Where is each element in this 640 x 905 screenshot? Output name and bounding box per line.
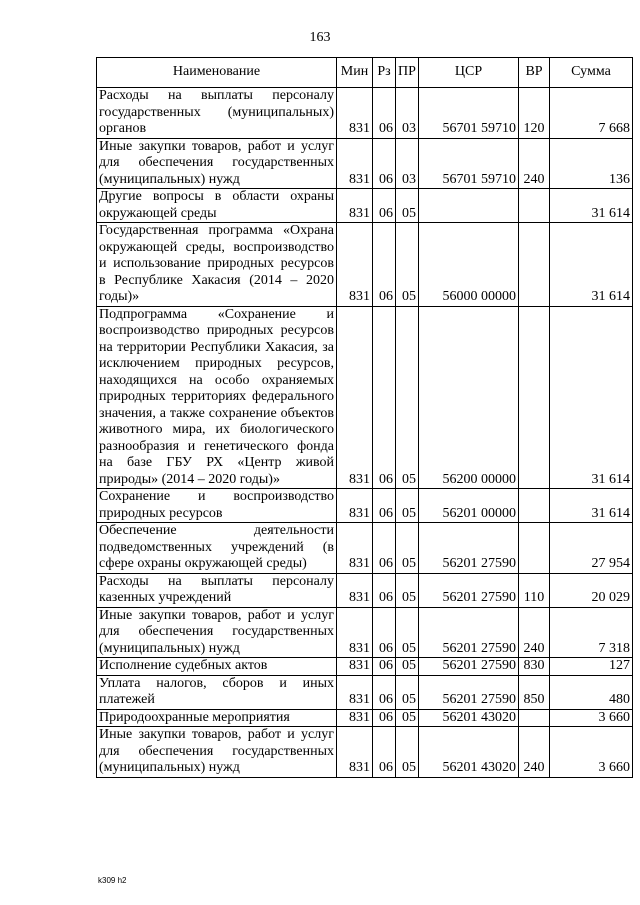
cell-name: Исполнение судебных актов xyxy=(97,658,337,676)
cell-sum: 7 318 xyxy=(550,607,633,658)
cell-rz: 06 xyxy=(373,88,396,139)
table-row xyxy=(97,675,633,709)
cell-sum: 31 614 xyxy=(550,189,633,223)
table-row xyxy=(97,223,633,307)
table-row xyxy=(97,607,633,658)
table-row xyxy=(97,658,633,676)
cell-sum: 3 660 xyxy=(550,709,633,727)
cell-name: Иные закупки товаров, работ и услуг для обеспечения государственных (муниципальных) нужд xyxy=(97,607,337,658)
cell-pr: 05 xyxy=(396,523,419,574)
cell-csr: 56201 27590 xyxy=(419,523,519,574)
cell-pr: 05 xyxy=(396,658,419,676)
cell-pr: 03 xyxy=(396,88,419,139)
cell-name: Подпрограмма «Сохранение и воспроизводство природных ресурсов на территории Республики Хакасия, за исключением природных ресурсов, находящихся на особо охраняемых природных территориях федерального значения, а также сохранение объектов животного мира, их биологического разнообразия и генетического фонда на базе ГБУ РХ «Центр живой природы» (2014 – 2020 годы)» xyxy=(97,306,337,489)
cell-csr: 56201 43020 xyxy=(419,709,519,727)
cell-name: Сохранение и воспроизводство природных ресурсов xyxy=(97,489,337,523)
cell-rz: 06 xyxy=(373,573,396,607)
cell-sum: 31 614 xyxy=(550,306,633,489)
cell-rz: 06 xyxy=(373,138,396,189)
cell-name: Обеспечение деятельности подведомственных учреждений (в сфере охраны окружающей среды) xyxy=(97,523,337,574)
table-row xyxy=(97,88,633,139)
footer-code: k309 h2 xyxy=(98,876,127,885)
cell-min: 831 xyxy=(337,573,373,607)
cell-rz: 06 xyxy=(373,223,396,307)
cell-vr: 830 xyxy=(519,658,550,676)
cell-csr: 56201 00000 xyxy=(419,489,519,523)
cell-min: 831 xyxy=(337,727,373,778)
cell-vr xyxy=(519,189,550,223)
cell-pr: 03 xyxy=(396,138,419,189)
cell-vr: 110 xyxy=(519,573,550,607)
page-number: 163 xyxy=(309,30,331,45)
table-row xyxy=(97,489,633,523)
cell-name: Иные закупки товаров, работ и услуг для обеспечения государственных (муниципальных) нужд xyxy=(97,138,337,189)
cell-sum: 31 614 xyxy=(550,489,633,523)
cell-csr: 56201 27590 xyxy=(419,675,519,709)
col-header-min: Мин xyxy=(337,58,373,88)
col-header-rz: Рз xyxy=(373,58,396,88)
cell-min: 831 xyxy=(337,675,373,709)
cell-vr xyxy=(519,523,550,574)
cell-pr: 05 xyxy=(396,573,419,607)
cell-min: 831 xyxy=(337,607,373,658)
cell-sum: 27 954 xyxy=(550,523,633,574)
cell-csr: 56000 00000 xyxy=(419,223,519,307)
table-row xyxy=(97,573,633,607)
cell-min: 831 xyxy=(337,189,373,223)
cell-min: 831 xyxy=(337,709,373,727)
table-row xyxy=(97,189,633,223)
col-header-csr: ЦСР xyxy=(419,58,519,88)
cell-csr: 56201 27590 xyxy=(419,658,519,676)
col-header-pr: ПР xyxy=(396,58,419,88)
col-header-name: Наименование xyxy=(97,58,337,88)
table-row xyxy=(97,138,633,189)
cell-sum: 3 660 xyxy=(550,727,633,778)
col-header-vr: ВР xyxy=(519,58,550,88)
cell-vr xyxy=(519,223,550,307)
cell-rz: 06 xyxy=(373,523,396,574)
cell-vr: 240 xyxy=(519,727,550,778)
table-row xyxy=(97,523,633,574)
cell-pr: 05 xyxy=(396,189,419,223)
cell-vr: 240 xyxy=(519,138,550,189)
cell-vr xyxy=(519,489,550,523)
cell-csr: 56701 59710 xyxy=(419,88,519,139)
cell-pr: 05 xyxy=(396,223,419,307)
cell-csr xyxy=(419,189,519,223)
cell-min: 831 xyxy=(337,489,373,523)
cell-rz: 06 xyxy=(373,607,396,658)
cell-rz: 06 xyxy=(373,189,396,223)
cell-pr: 05 xyxy=(396,675,419,709)
cell-csr: 56701 59710 xyxy=(419,138,519,189)
table-row xyxy=(97,709,633,727)
cell-pr: 05 xyxy=(396,607,419,658)
cell-name: Расходы на выплаты персоналу казенных учреждений xyxy=(97,573,337,607)
cell-name: Государственная программа «Охрана окружающей среды, воспроизводство и использование природных ресурсов в Республике Хакасия (2014 – 2020 годы)» xyxy=(97,223,337,307)
cell-name: Другие вопросы в области охраны окружающей среды xyxy=(97,189,337,223)
cell-sum: 127 xyxy=(550,658,633,676)
cell-pr: 05 xyxy=(396,306,419,489)
cell-rz: 06 xyxy=(373,675,396,709)
budget-table xyxy=(96,57,633,778)
cell-pr: 05 xyxy=(396,489,419,523)
table-body xyxy=(97,88,633,778)
cell-name: Уплата налогов, сборов и иных платежей xyxy=(97,675,337,709)
cell-rz: 06 xyxy=(373,306,396,489)
cell-csr: 56200 00000 xyxy=(419,306,519,489)
cell-vr xyxy=(519,306,550,489)
cell-csr: 56201 27590 xyxy=(419,607,519,658)
cell-csr: 56201 43020 xyxy=(419,727,519,778)
cell-pr: 05 xyxy=(396,709,419,727)
cell-name: Природоохранные мероприятия xyxy=(97,709,337,727)
table-row xyxy=(97,727,633,778)
cell-min: 831 xyxy=(337,138,373,189)
cell-vr xyxy=(519,709,550,727)
cell-name: Расходы на выплаты персоналу государственных (муниципальных) органов xyxy=(97,88,337,139)
cell-min: 831 xyxy=(337,88,373,139)
cell-sum: 480 xyxy=(550,675,633,709)
cell-rz: 06 xyxy=(373,727,396,778)
cell-vr: 120 xyxy=(519,88,550,139)
col-header-sum: Сумма xyxy=(550,58,633,88)
cell-min: 831 xyxy=(337,306,373,489)
cell-rz: 06 xyxy=(373,658,396,676)
cell-rz: 06 xyxy=(373,709,396,727)
cell-name: Иные закупки товаров, работ и услуг для обеспечения государственных (муниципальных) нужд xyxy=(97,727,337,778)
cell-sum: 31 614 xyxy=(550,223,633,307)
cell-csr: 56201 27590 xyxy=(419,573,519,607)
cell-vr: 240 xyxy=(519,607,550,658)
cell-min: 831 xyxy=(337,223,373,307)
table-row xyxy=(97,306,633,489)
cell-min: 831 xyxy=(337,658,373,676)
cell-sum: 7 668 xyxy=(550,88,633,139)
cell-sum: 20 029 xyxy=(550,573,633,607)
cell-min: 831 xyxy=(337,523,373,574)
cell-sum: 136 xyxy=(550,138,633,189)
cell-rz: 06 xyxy=(373,489,396,523)
cell-pr: 05 xyxy=(396,727,419,778)
cell-vr: 850 xyxy=(519,675,550,709)
header-row xyxy=(97,58,633,88)
